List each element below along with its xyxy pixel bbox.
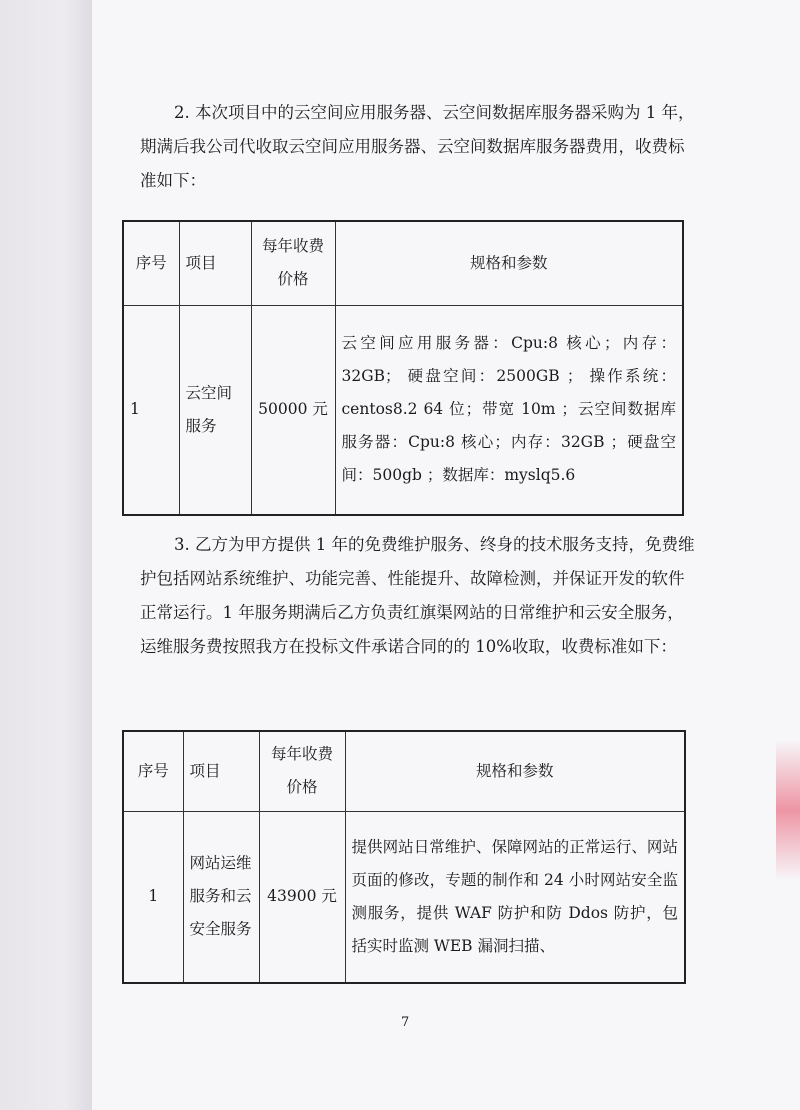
row-index: 1: [123, 811, 183, 983]
fee-table-cloud-servers: [122, 220, 684, 516]
header-price: 每年收费价格: [259, 731, 345, 811]
row-spec: 云空间应用服务器：Cpu:8 核心；内存：32GB； 硬盘空间：2500GB ； 操作系统：centos8.2 64 位；带宽 10m ；云空间数据库服务器：Cpu:8 核心；内存：32GB ；硬盘空间：500gb ；数据库：myslq5.6: [335, 305, 683, 515]
section-3-text: 3. 乙方为甲方提供 1 年的免费维护服务、终身的技术服务支持，免费维护包括网站系统维护、功能完善、性能提升、故障检测，并保证开发的软件正常运行。1 年服务期满后乙方负责红旗渠网站的日常维护和云安全服务，运维服务费按照我方在投标文件承诺合同的的 10%收取，收费标准如下：: [140, 535, 695, 656]
header-price: 每年收费价格: [251, 221, 335, 305]
fee-table-maintenance: [122, 730, 686, 984]
row-price: 50000 元: [251, 305, 335, 515]
table-row: [123, 811, 685, 983]
row-item: 网站运维服务和云安全服务: [183, 811, 259, 983]
section-3-paragraph: [140, 528, 700, 664]
header-item: 项目: [183, 731, 259, 811]
page-number: 7: [401, 1015, 410, 1030]
table-header-row: [123, 221, 683, 305]
page-binding-edge: [0, 0, 93, 1110]
section-2-text: 2. 本次项目中的云空间应用服务器、云空间数据库服务器采购为 1 年，期满后我公司代收取云空间应用服务器、云空间数据库服务器费用，收费标准如下：: [140, 103, 695, 190]
row-price: 43900 元: [259, 811, 345, 983]
row-spec: 提供网站日常维护、保障网站的正常运行、网站页面的修改，专题的制作和 24 小时网站安全监测服务，提供 WAF 防护和防 Ddos 防护，包括实时监测 WEB 漏洞扫描、: [345, 811, 685, 983]
red-seal-stamp-edge: [776, 740, 800, 880]
row-item: 云空间服务: [179, 305, 251, 515]
header-spec: 规格和参数: [345, 731, 685, 811]
header-spec: 规格和参数: [335, 221, 683, 305]
header-index: 序号: [123, 731, 183, 811]
table-header-row: [123, 731, 685, 811]
section-2-paragraph: [140, 96, 700, 198]
table-row: [123, 305, 683, 515]
header-index: 序号: [123, 221, 179, 305]
row-index: 1: [123, 305, 179, 515]
header-item: 项目: [179, 221, 251, 305]
